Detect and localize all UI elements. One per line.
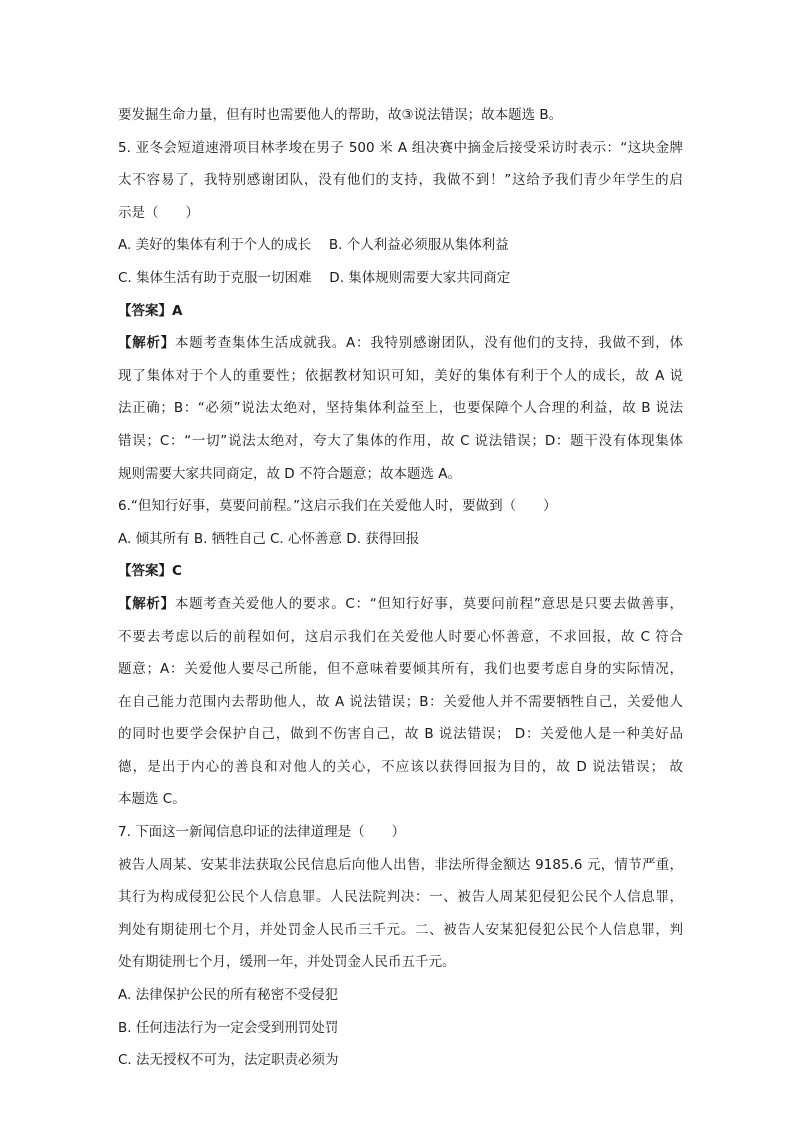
text-line: 要发掘生命力量，但有时也需要他人的帮助，故③说法错误；故本题选 B。 (118, 107, 563, 123)
question-7-option-c: C. 法无授权不可为，法定职责必须为 (118, 1052, 339, 1069)
question-5-options: C. 集体生活有助于克服一切困难 D. 集体规则需要大家共同商定 (118, 269, 511, 286)
question-5-stem: 示是（ ） (118, 204, 199, 221)
question-6-options: A. 倾其所有 B. 牺牲自己 C. 心怀善意 D. 获得回报 (118, 530, 420, 547)
question-6-analysis: 题意；A：关爱他人要尽己所能，但不意味着要倾其所有，我们也要考虑自身的实际情况， (118, 661, 683, 678)
question-7-news: 处有期徒刑七个月，缓刑一年，并处罚金人民币五千元。 (118, 954, 456, 971)
question-5-options: A. 美好的集体有利于个人的成长 B. 个人利益必须服从集体利益 (118, 237, 509, 254)
question-5-analysis: 错误；C：“一切”说法太绝对，夸大了集体的作用，故 C 说法错误；D：题干没有体现集体 (118, 432, 683, 449)
question-7-news: 判处有期徒刑七个月，并处罚金人民币三千元。二、被告人安某犯侵犯公民个人信息罪，判 (118, 921, 683, 938)
question-7-option-b: B. 任何违法行为一定会受到刑罚处罚 (118, 1019, 339, 1036)
question-6-stem: 6.“但知行好事，莫要问前程。”这启示我们在关爱他人时，要做到（ ） (118, 498, 557, 515)
question-6-analysis: 【解析】本题考查关爱他人的要求。C：“但知行好事，莫要问前程”意思是只要去做善事， (118, 595, 683, 612)
question-7-news: 其行为构成侵犯公民个人信息罪。人民法院判决：一、被告人周某犯侵犯公民个人信息罪， (118, 889, 683, 906)
question-5-analysis: 现了集体对于个人的重要性；依据教材知识可知，美好的集体有利于个人的成长，故 A 说 (118, 367, 683, 384)
question-7-news: 被告人周某、安某非法获取公民信息后向他人出售，非法所得金额达 9185.6 元，情节严重， (118, 856, 683, 873)
question-6-analysis: 的同时也要学会保护自己，做到不伤害自己，故 B 说法错误； D：关爱他人是一种美好品 (118, 726, 683, 743)
question-5-stem: 5. 亚冬会短道速滑项目林孝埈在男子 500 米 A 组决赛中摘金后接受采访时表示：“这块金牌 (118, 139, 683, 156)
question-6-analysis: 不要去考虑以后的前程如何，这启示我们在关爱他人时要心怀善意，不求回报，故 C 符合 (118, 628, 683, 645)
question-6-answer: 【答案】C (118, 563, 182, 580)
question-5-answer: 【答案】A (118, 302, 183, 319)
question-6-analysis: 德，是出于内心的善良和对他人的关心，不应该以获得回报为目的，故 D 说法错误； 故 (118, 758, 683, 775)
question-6-analysis: 在自己能力范围内去帮助他人，故 A 说法错误；B：关爱他人并不需要牺牲自己，关爱他人 (118, 693, 683, 710)
question-6-analysis: 本题选 C。 (118, 791, 186, 808)
question-5-analysis: 法正确；B：“必须”说法太绝对，坚持集体利益至上，也要保障个人合理的利益，故 B 说法 (118, 400, 683, 417)
document-page (118, 99, 683, 1077)
question-5-analysis: 规则需要大家共同商定，故 D 不符合题意；故本题选 A。 (118, 465, 462, 482)
question-7-stem: 7. 下面这一新闻信息印证的法律道理是（ ） (118, 824, 406, 841)
question-7-option-a: A. 法律保护公民的所有秘密不受侵犯 (118, 987, 339, 1004)
section-tag: 【解析】 (118, 335, 176, 352)
question-5-analysis: 【解析】本题考查集体生活成就我。A：我特别感谢团队，没有他们的支持，我做不到，体 (118, 335, 683, 352)
question-5-stem: 太不容易了，我特别感谢团队，没有他们的支持，我做不到！”这给予我们青少年学生的启 (118, 172, 683, 189)
section-tag: 【解析】 (118, 595, 175, 612)
